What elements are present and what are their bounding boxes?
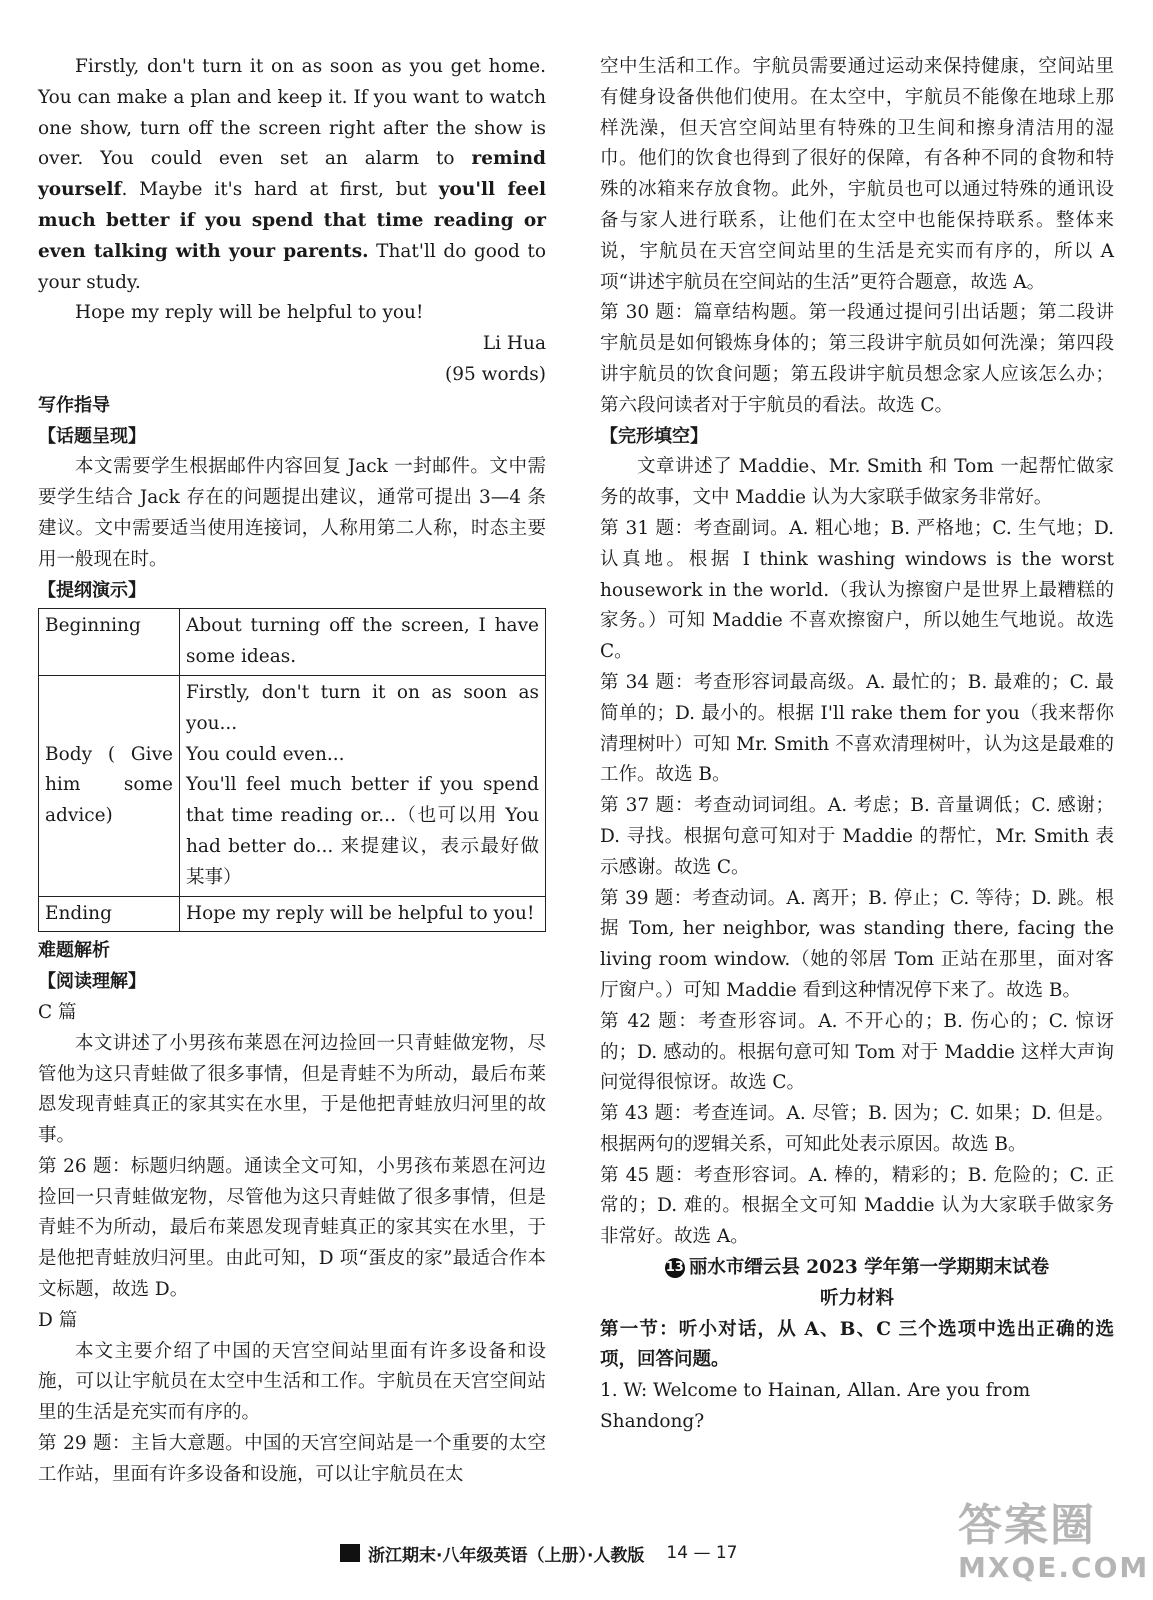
exam-number-badge: 13 bbox=[665, 1258, 685, 1278]
book-icon bbox=[340, 1544, 360, 1562]
page-footer bbox=[340, 1538, 820, 1568]
question-29-analysis: 第 29 题：主旨大意题。中国的天宫空间站是一个重要的太空工作站，里面有许多设备和设施，可以让宇航员在太 bbox=[38, 1433, 546, 1485]
watermark-top: 答案圈 bbox=[958, 1500, 1096, 1551]
writing-guide-heading: 写作指导 bbox=[38, 394, 110, 416]
exam-title bbox=[600, 1253, 1114, 1284]
passage-c-summary: 本文讲述了小男孩布莱恩在河边捡回一只青蛙做宠物，尽管他为这只青蛙做了很多事情，但是青蛙不为所动，最后布莱恩发现青蛙真正的家其实在水里，于是他把青蛙放归河里的故事。 bbox=[38, 1032, 546, 1147]
outline-row-beginning bbox=[39, 609, 546, 676]
cloze-summary: 文章讲述了 Maddie、Mr. Smith 和 Tom 一起帮忙做家务的故事，文中 Maddie 认为大家联手做家务非常好。 bbox=[600, 456, 1114, 509]
letter-signature: Li Hua bbox=[482, 333, 546, 355]
topic-text: 本文需要学生根据邮件内容回复 Jack 一封邮件。文中需要学生结合 Jack 存在的问题提出建议，通常可提出 3—4 条建议。文中需要适当使用连接词，人称用第二人称，时态主要用一般现在时。 bbox=[38, 456, 546, 570]
watermark-bottom: MXQE.COM bbox=[958, 1551, 1150, 1584]
outline-label: Beginning bbox=[39, 609, 180, 676]
outline-body-line: You could even... bbox=[186, 743, 345, 765]
letter-paragraph bbox=[38, 52, 546, 298]
outline-heading: 【提纲演示】 bbox=[38, 579, 146, 601]
question-42-analysis: 第 42 题：考查形容词。A. 不开心的；B. 伤心的；C. 惊讶的；D. 感动的。根据句意可知 Tom 对于 Maddie 这样大声询问觉得很惊讶。故选 C。 bbox=[600, 1010, 1114, 1094]
letter-text: Firstly, don't turn it on as soon as you get home. You can make a plan and keep it. If you want to watch one show, turn off the screen right after the show is over. You could even set an alarm to bbox=[38, 56, 546, 170]
watermark bbox=[958, 1500, 1148, 1595]
outline-label: Ending bbox=[39, 896, 180, 932]
outline-body-line: Firstly, don't turn it on as soon as you... bbox=[186, 681, 539, 734]
letter-text: . Maybe it's hard at first, but bbox=[121, 179, 439, 201]
question-29-continued: 空中生活和工作。宇航员需要通过运动来保持健康，空间站里有健身设备供他们使用。在太空中，宇航员不能像在地球上那样洗澡，但天宫空间站里有特殊的卫生间和擦身清洁用的湿巾。他们的饮食也得到了很好的保障，有各种不同的食物和特殊的冰箱来存放食物。此外，宇航员也可以通过特殊的通讯设备与家人进行联系，让他们在太空中也能保持联系。整体来说，宇航员在天宫空间站里的生活是充实而有序的，所以 A 项“讲述宇航员在空间站的生活”更符合题意，故选 A。 bbox=[600, 56, 1114, 293]
letter-text: That'll do good to your study. bbox=[38, 240, 546, 293]
listening-title: 听力材料 bbox=[819, 1287, 894, 1309]
outline-row-body bbox=[39, 675, 546, 896]
outline-content bbox=[180, 675, 546, 896]
letter-bold-phrase: remind yourself bbox=[38, 148, 546, 201]
passage-c-label: C 篇 bbox=[38, 1001, 77, 1023]
letter-bold-sentence: you'll feel much better if you spend that time reading or even talking with your parents. bbox=[38, 179, 547, 262]
passage-d-label: D 篇 bbox=[38, 1309, 78, 1331]
question-26-analysis: 第 26 题：标题归纳题。通读全文可知，小男孩布莱恩在河边捡回一只青蛙做宠物，尽管他为这只青蛙做了很多事情，但是青蛙不为所动，最后布莱恩发现青蛙真正的家其实在水里，于是他把青蛙放归河里。由此可知，D 项“蛋皮的家”最适合作本文标题，故选 D。 bbox=[38, 1155, 546, 1301]
reading-heading: 【阅读理解】 bbox=[38, 971, 146, 993]
right-column bbox=[600, 52, 1114, 1438]
cloze-heading: 【完形填空】 bbox=[600, 425, 708, 447]
analysis-heading: 难题解析 bbox=[38, 940, 110, 962]
dialog-1: 1. W: Welcome to Hainan, Allan. Are you from Shandong? bbox=[600, 1380, 1031, 1433]
outline-content: Hope my reply will be helpful to you! bbox=[180, 896, 546, 932]
outline-label: Body ( Give him some advice) bbox=[39, 675, 180, 896]
page-number: 14 — 17 bbox=[666, 1543, 738, 1563]
question-30-analysis: 第 30 题：篇章结构题。第一段通过提问引出话题；第二段讲宇航员是如何锻炼身体的；第三段讲宇航员如何洗澡；第四段讲宇航员的饮食问题；第五段讲宇航员想念家人应该怎么办；第六段问读者对于宇航员的看法。故选 C。 bbox=[600, 302, 1114, 416]
question-31-analysis: 第 31 题：考查副词。A. 粗心地；B. 严格地；C. 生气地；D. 认真地。根据 I think washing windows is the worst housework in the world.（我认为擦窗户是世界上最糟糕的家务。）可知 Maddie 不喜欢擦窗户，所以她生气地说。故选 C。 bbox=[600, 517, 1114, 663]
outline-content: About turning off the screen, I have some ideas. bbox=[180, 609, 546, 676]
letter-closing: Hope my reply will be helpful to you! bbox=[75, 302, 424, 324]
outline-body-line: You'll feel much better if you spend that time reading or...（也可以用 You had better do... 来提建议，表示最好做某事） bbox=[186, 774, 539, 888]
word-count: (95 words) bbox=[444, 363, 546, 385]
question-34-analysis: 第 34 题：考查形容词最高级。A. 最忙的；B. 最难的；C. 最简单的；D. 最小的。根据 I'll rake them for you（我来帮你清理树叶）可知 Mr. Smith 不喜欢清理树叶，认为这是最难的工作。故选 B。 bbox=[600, 671, 1114, 786]
outline-table bbox=[38, 608, 546, 932]
question-45-analysis: 第 45 题：考查形容词。A. 棒的，精彩的；B. 危险的；C. 正常的；D. 难的。根据全文可知 Maddie 认为大家联手做家务非常好。故选 A。 bbox=[600, 1164, 1114, 1248]
question-37-analysis: 第 37 题：考查动词词组。A. 考虑；B. 音量调低；C. 感谢；D. 寻找。根据句意可知对于 Maddie 的帮忙，Mr. Smith 表示感谢。故选 C。 bbox=[600, 795, 1114, 878]
question-39-analysis: 第 39 题：考查动词。A. 离开；B. 停止；C. 等待；D. 跳。根据 Tom, her neighbor, was standing there, facing the living room window.（她的邻居 Tom 正站在那里，面对客厅窗户。）可知 Maddie 看到这种情况停下来了。故选 B。 bbox=[600, 887, 1114, 1001]
section-1-instructions: 第一节：听小对话，从 A、B、C 三个选项中选出正确的选项，回答问题。 bbox=[600, 1318, 1114, 1371]
footer-book-title: 浙江期末·八年级英语（上册）·人教版 bbox=[368, 1545, 645, 1566]
exam-title-text: 丽水市缙云县 2023 学年第一学期期末试卷 bbox=[688, 1257, 1050, 1279]
passage-d-summary: 本文主要介绍了中国的天宫空间站里面有许多设备和设施，可以让宇航员在太空中生活和工作。宇航员在天宫空间站里的生活是充实而有序的。 bbox=[38, 1340, 546, 1424]
outline-row-ending bbox=[39, 896, 546, 932]
topic-heading: 【话题呈现】 bbox=[38, 425, 146, 447]
question-43-analysis: 第 43 题：考查连词。A. 尽管；B. 因为；C. 如果；D. 但是。根据两句的逻辑关系，可知此处表示原因。故选 B。 bbox=[600, 1103, 1114, 1155]
left-column bbox=[38, 52, 546, 1491]
